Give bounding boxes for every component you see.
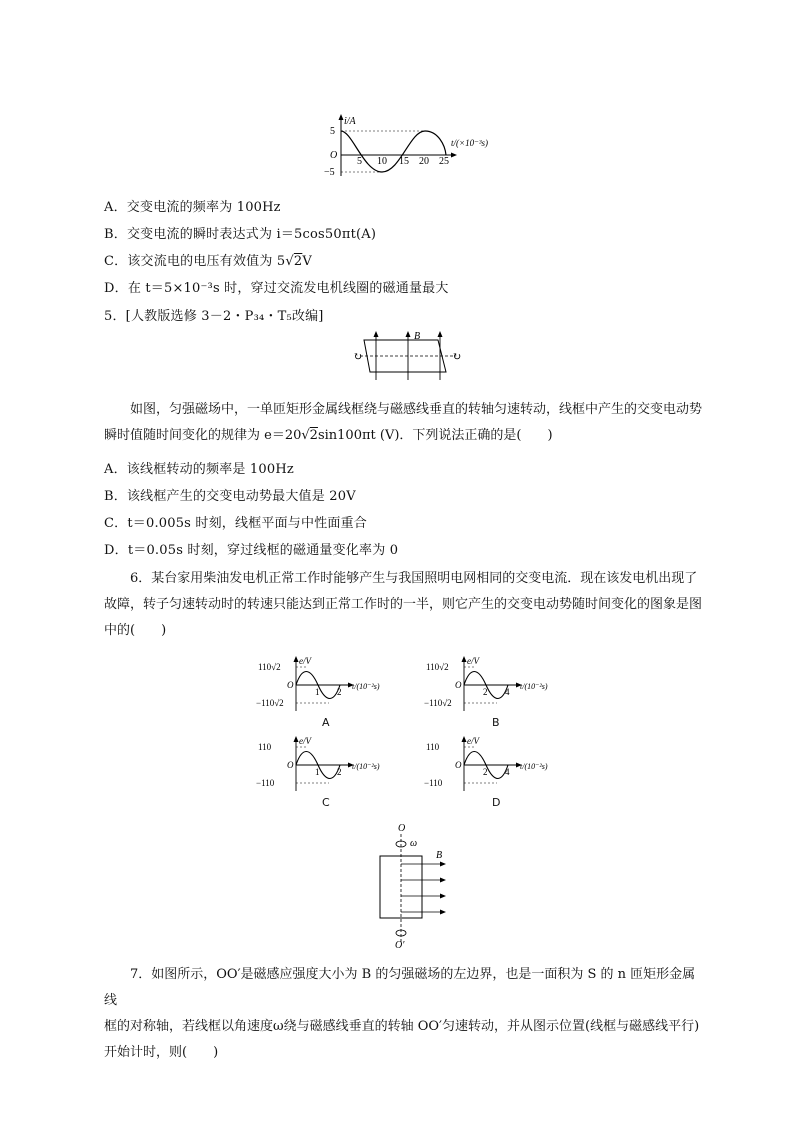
q6-origin: O [287, 680, 294, 690]
q4-x-tick: 5 [357, 156, 362, 167]
q5-option-d: D．t＝0.05s 时刻，穿过线框的磁通量变化率为 0 [104, 543, 399, 558]
q6-y-min: −110√2 [256, 698, 284, 708]
q5-option-b: B．该线框产生的交变电动势最大值是 20V [104, 489, 356, 504]
q6-x-label: t/(10⁻²s) [352, 682, 380, 691]
q4-x-label: t/(×10⁻³s) [451, 138, 489, 148]
q7-field-label: B [436, 850, 443, 861]
q4-option-d: D．在 t＝5×10⁻³s 时，穿过交流发电机线圈的磁通量最大 [104, 281, 449, 296]
q6-t1: 1 [315, 767, 320, 777]
q5-option-c: C．t＝0.005s 时刻，线框平面与中性面重合 [104, 516, 367, 531]
q5-stem-line2-pre: 瞬时值随时间变化的规律为 e＝20 [104, 428, 302, 443]
q6-t1: 1 [315, 687, 320, 697]
sqrt-sign: √ [301, 428, 310, 443]
sqrt-sign: √ [285, 254, 294, 269]
q4-x-tick: 10 [377, 156, 387, 167]
q6-y-label: e/V [467, 736, 479, 746]
q6-y-label: e/V [299, 736, 311, 746]
q6-t1: 2 [483, 687, 488, 697]
q6-t2: 4 [505, 687, 510, 697]
q4-origin: O [330, 150, 338, 161]
q6-y-label: e/V [467, 656, 479, 666]
q4-graph [320, 112, 510, 180]
q6-origin: O [287, 760, 294, 770]
q5-stem [104, 397, 704, 449]
q7-stem [104, 962, 704, 1066]
q6-x-label: t/(10⁻²s) [520, 762, 548, 771]
q6-t2: 2 [337, 687, 342, 697]
q7-figure [370, 820, 460, 950]
q6-stem-line2: 故障，转子匀速转动时的转速只能达到正常工作时的一半，则它产生的交变电动势随时间变化的图象是图 [104, 597, 703, 612]
q7-stem-line1: 7．如图所示，OO′是磁感应强度大小为 B 的匀强磁场的左边界，也是一面积为 S 的 n 匝矩形金属线 [104, 967, 696, 1008]
q7-stem-line2: 框的对称轴，若线框以角速度ω绕与磁感线垂直的转轴 OO′匀速转动，并从图示位置(线框与磁感线平行) [104, 1019, 700, 1034]
q6-origin: O [455, 760, 462, 770]
q6-y-min: −110√2 [424, 698, 452, 708]
q7-omega-label: ω [410, 838, 418, 849]
q5-field-label: B [414, 331, 421, 342]
q6-graph-caption: C [322, 796, 330, 809]
q5-stem-line2-post: sin100πt (V)．下列说法正确的是( ) [317, 428, 553, 443]
q5-title: 5．[人教版选修 3－2・P₃₄・T₅改编] [104, 309, 324, 324]
q4-option-c [104, 250, 312, 269]
q6-stem-line3: 中的( ) [104, 623, 167, 638]
q7-axis-top-label: O [398, 823, 406, 834]
rotation-icon-right: ↻ [452, 351, 462, 363]
q4-option-c-rad: 2 [293, 254, 303, 269]
q4-x-tick: 20 [419, 156, 429, 167]
q5-stem-line1: 如图，匀强磁场中，一单匝矩形金属线框绕与磁感线垂直的转轴匀速转动，线框中产生的交变电动势 [130, 402, 703, 417]
q5-figure [352, 328, 464, 382]
q4-option-a: A．交变电流的频率为 100Hz [104, 200, 281, 215]
q6-origin: O [455, 680, 462, 690]
q7-axis-bottom-label: O′ [395, 940, 405, 950]
q6-graph-a [256, 655, 396, 713]
q6-t2: 2 [337, 767, 342, 777]
q6-y-max: 110√2 [258, 662, 281, 672]
q6-graph-caption: D [492, 796, 501, 809]
q4-x-tick: 25 [439, 156, 449, 167]
q5-stem-rad: 2 [309, 428, 318, 443]
q4-option-b: B．交变电流的瞬时表达式为 i＝5cos50πt(A) [104, 227, 377, 242]
q4-option-c-pre: C．该交流电的电压有效值为 5 [104, 254, 286, 269]
q5-option-a: A．该线框转动的频率是 100Hz [104, 462, 294, 477]
q6-graph-c [256, 735, 396, 793]
q6-y-max: 110√2 [426, 662, 449, 672]
q4-y-tick-neg5: −5 [324, 167, 335, 178]
q6-y-label: e/V [299, 656, 311, 666]
q6-y-max: 110 [258, 742, 272, 752]
q6-graph-caption: A [322, 716, 330, 729]
q6-y-min: −110 [424, 778, 443, 788]
q6-t1: 2 [483, 767, 488, 777]
q6-stem [104, 566, 704, 644]
q6-graph-caption: B [492, 716, 500, 729]
rotation-icon-left: ↻ [353, 351, 363, 363]
q6-x-label: t/(10⁻²s) [352, 762, 380, 771]
q4-y-tick-5: 5 [330, 126, 335, 137]
q4-y-label: i/A [344, 116, 356, 127]
q7-stem-line3: 开始计时，则( ) [104, 1045, 219, 1060]
q6-graph-d [424, 735, 564, 793]
q4-x-tick: 15 [399, 156, 409, 167]
q6-x-label: t/(10⁻²s) [520, 682, 548, 691]
q6-y-min: −110 [256, 778, 275, 788]
q6-graph-b [424, 655, 564, 713]
q4-option-c-post: V [302, 254, 312, 269]
q6-y-max: 110 [426, 742, 440, 752]
q6-t2: 4 [505, 767, 510, 777]
q6-stem-line1: 6．某台家用柴油发电机正常工作时能够产生与我国照明电网相同的交变电流．现在该发电机出现了 [130, 571, 698, 586]
